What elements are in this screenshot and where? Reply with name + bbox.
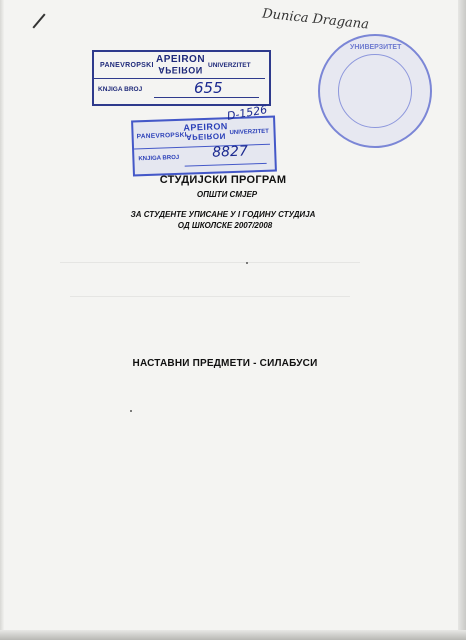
- university-stamp-top: [92, 50, 271, 106]
- stamp-logo: [156, 54, 205, 74]
- scan-edge-right: [458, 0, 466, 640]
- stamp-right-text: UNIVERZITET: [229, 128, 269, 137]
- round-seal-inner-ring: [338, 54, 412, 128]
- program-title: СТУДИЈСКИ ПРОГРАМ: [159, 174, 287, 186]
- stamp-logo-text: APEIRON: [156, 54, 206, 65]
- stamp-logo-text: APEIRON: [183, 121, 229, 133]
- academic-year-line: ОД ШКОЛСКЕ 2007/2008: [177, 221, 273, 230]
- stamp-left-text: PANEVROPSKI: [136, 131, 187, 141]
- stamp-book-number: 655: [194, 79, 223, 97]
- stamp-book-label: KNJIGA BROJ: [138, 154, 180, 163]
- stamp-book-label: KNJIGA BROJ: [98, 86, 143, 93]
- university-stamp-second: [131, 103, 277, 177]
- enrollment-line: ЗА СТУДЕНТЕ УПИСАНЕ У I ГОДИНУ СТУДИЈА: [130, 210, 316, 219]
- handwritten-signature: Dunica Dragana: [261, 6, 370, 33]
- stamp-logo-mirror: APEIRON: [185, 131, 227, 142]
- scan-speck: [246, 262, 248, 264]
- pen-mark: [32, 13, 45, 28]
- stamp-number-underline: [185, 163, 267, 167]
- scan-edge-left: [0, 0, 4, 640]
- section-heading: НАСТАВНИ ПРЕДМЕТИ - СИЛАБУСИ: [132, 358, 318, 369]
- scan-artifact-line: [60, 262, 360, 263]
- scan-speck: [130, 410, 132, 412]
- stamp-logo-mirror: APEIRON: [158, 65, 203, 75]
- round-seal-text: УНИВЕРЗИТЕТ: [350, 44, 402, 51]
- stamp-book-number: 8827: [211, 143, 249, 161]
- stamp-left-text: PANEVROPSKI: [100, 62, 154, 69]
- stamp-divider: [134, 144, 270, 150]
- program-subtitle: ОПШТИ СМЈЕР: [196, 190, 258, 199]
- stamp-divider: [94, 78, 265, 79]
- stamp-right-text: UNIVERZITET: [208, 62, 251, 69]
- scan-artifact-line: [70, 296, 350, 297]
- stamp-logo: [183, 121, 228, 141]
- scan-edge-bottom: [0, 630, 466, 640]
- round-seal: [318, 34, 432, 148]
- stamp-number-underline: [154, 97, 259, 98]
- stamp-handwritten-code: D-1526: [226, 103, 269, 123]
